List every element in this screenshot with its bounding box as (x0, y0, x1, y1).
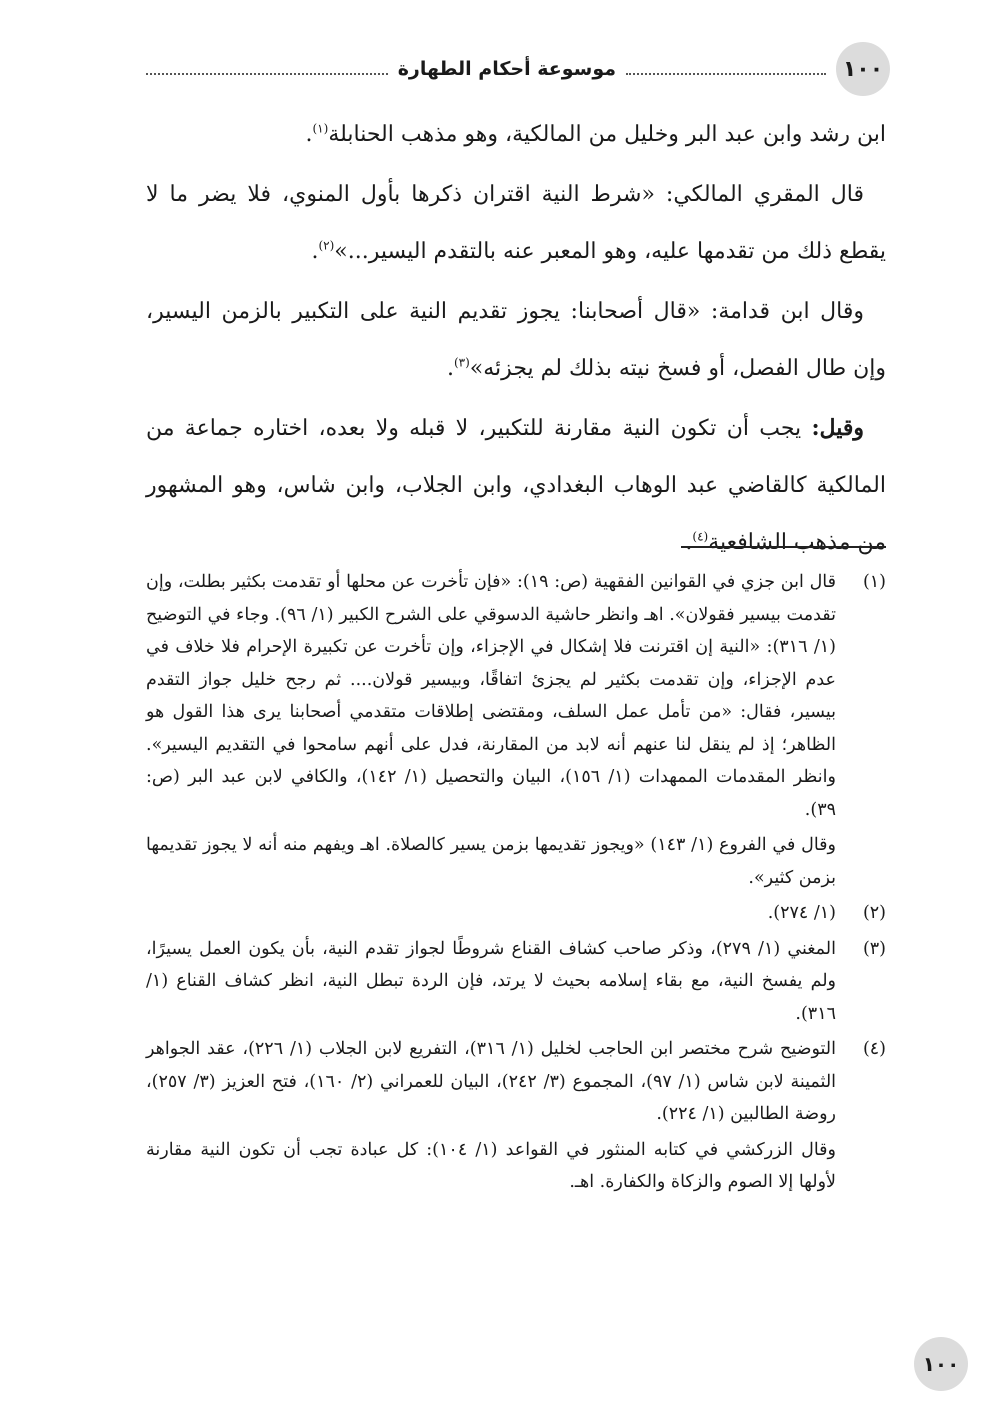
footnote-separator (681, 546, 886, 548)
footnote-ref-3[interactable]: (٣) (453, 355, 470, 370)
footnote-1 (146, 566, 886, 826)
footnote-3-number: (٣) (862, 938, 886, 959)
main-text (146, 106, 886, 571)
footnote-ref-4[interactable]: (٤) (692, 529, 709, 544)
footnote-3 (146, 933, 886, 1031)
footnote-4-extra: وقال الزركشي في كتابه المنثور في القواعد (١/ ١٠٤): كل عبادة تجب أن تكون النية مقارنة لأولها إلا الصوم والزكاة والكفارة. اهـ. (146, 1139, 836, 1192)
header-dotted-leader-right (626, 73, 826, 75)
footnote-4-text: التوضيح شرح مختصر ابن الحاجب لخليل (١/ ٣١٦)، التفريع لابن الجلاب (١/ ٢٢٦)، عقد الجواهر الثمينة لابن شاس (١/ ٩٧)، المجموع (٣/ ٢٤٢)، البيان للعمراني (٢/ ١٦٠)، فتح العزيز (٣/ ٢٥٧)، روضة الطالبين (١/ ٢٢٤). (146, 1039, 837, 1124)
book-title: موسوعة أحكام الطهارة (397, 58, 616, 80)
paragraph-1 (146, 106, 886, 163)
footnotes (146, 566, 886, 1202)
paragraph-2 (146, 166, 886, 280)
footnote-2-number: (٢) (862, 903, 886, 923)
page-header (146, 42, 890, 100)
footnote-2 (146, 897, 886, 930)
paragraph-2-text: قال المقري المالكي: «شرط النية اقتران ذكرها بأول المنوي، فلا يضر ما لا يقطع ذلك من تقدمها عليه، وهو المعبر عنه بالتقدم اليسير...» (146, 182, 886, 264)
header-page-number-text: ١٠٠ (842, 56, 884, 82)
paragraph-3-end: . (446, 356, 454, 381)
footnote-3-text: المغني (١/ ٢٧٩)، وذكر صاحب كشاف القناع شروطًا لجواز تقدم النية، بأن يكون العمل يسيرًا، ولم يفسخ النية، مع بقاء إسلامه بحيث لا يرتد، فإن الردة تبطل النية، انظر كشاف القناع (١/ ٣١٦). (146, 938, 836, 1024)
footnote-1-text: قال ابن جزي في القوانين الفقهية (ص: ١٩): «فإن تأخرت عن محلها أو تقدمت بكثير بطلت، وإن تقدمت بيسير فقولان». اهـ وانظر حاشية الدسوقي على الشرح الكبير (١/ ٩٦). وجاء في التوضيح (١/ ٣١٦): «النية إن اقترنت فلا إشكال في الإجزاء، وإن تأخرت عن تكبيرة الإحرام فلا خلاف في عدم الإجزاء، وإن تقدمت بكثير لم يجزئ اتفاقًا، وبيسير قولان.... ثم رجح خليل جواز التقدم بيسير، فقال: «من تأمل عمل السلف، ومقتضى إطلاقات متقدمي أصحابنا يرى هذا القول هو الظاهر؛ إذ لم ينقل لنا عنهم أنه لابد من المقارنة، فدل على أنهم سامحوا في التقديم اليسير». وانظر المقدمات الممهدات (١/ ١٥٦)، البيان والتحصيل (١/ ١٤٢)، والكافي لابن عبد البر (ص: ٣٩). (146, 572, 836, 820)
footnote-4-number: (٤) (862, 1039, 886, 1059)
paragraph-4-lead: وقيل: (811, 415, 864, 441)
footer-page-number-text: ١٠٠ (922, 1352, 960, 1376)
paragraph-1-text: ابن رشد وابن عبد البر وخليل من المالكية، وهو مذهب الحنابلة (328, 122, 886, 147)
footnote-2-text: (١/ ٢٧٤). (767, 903, 836, 923)
footnote-ref-1[interactable]: (١) (312, 121, 329, 136)
header-title-row (146, 54, 826, 84)
footnote-4 (146, 1033, 886, 1131)
paragraph-1-end: . (305, 122, 313, 147)
footer-page-number (914, 1337, 968, 1391)
footnote-1-extra: وقال في الفروع (١/ ١٤٣) «ويجوز تقديمها بزمن يسير كالصلاة. اهـ ويفهم منه أنه لا يجوز تقديمها بزمن كثير». (146, 835, 836, 888)
footnote-ref-2[interactable]: (٢) (318, 238, 335, 253)
header-page-number (836, 42, 890, 96)
paragraph-4-end: . (685, 530, 693, 555)
paragraph-3 (146, 283, 886, 397)
footnote-1-number: (١) (862, 572, 886, 592)
paragraph-4-text: يجب أن تكون النية مقارنة للتكبير، لا قبله ولا بعده، اختاره جماعة من المالكية كالقاضي عبد الوهاب البغدادي، وابن الجلاب، وابن شاس، وهو المشهور من مذهب الشافعية (146, 416, 886, 555)
paragraph-3-text: وقال ابن قدامة: «قال أصحابنا: يجوز تقديم النية على التكبير بالزمن اليسير، وإن طال الفصل، أو فسخ نيته بذلك لم يجزئه» (146, 299, 886, 381)
header-dotted-leader-left (146, 73, 388, 75)
paragraph-2-end: . (311, 239, 319, 264)
